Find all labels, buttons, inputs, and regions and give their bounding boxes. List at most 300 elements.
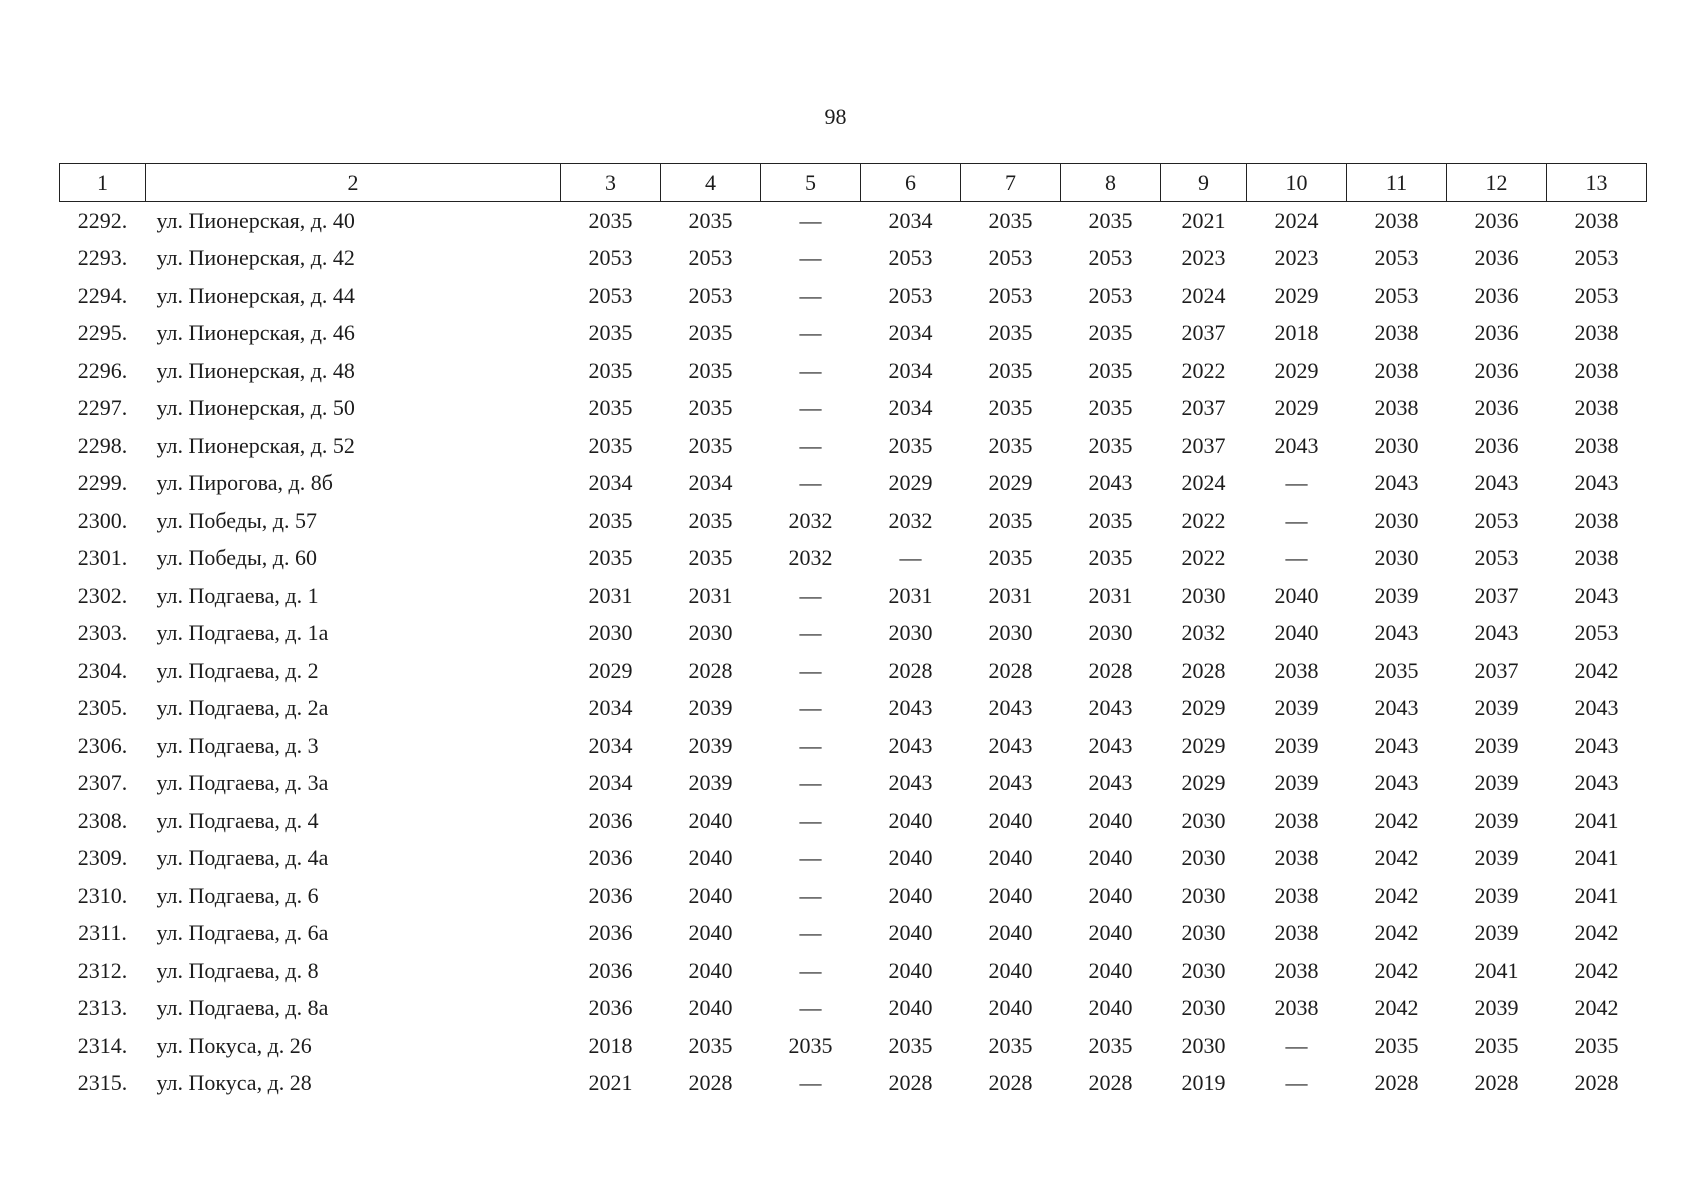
row-number: 2294. [77,282,128,308]
year-cell: 2035 [988,395,1033,421]
table-row [60,877,1647,915]
year-cell: 2029 [1181,732,1226,758]
year-cell: 2029 [988,470,1033,496]
year-cell: 2036 [1474,320,1519,346]
address-cell: ул. Подгаева, д. 2а [156,695,329,721]
year-cell: 2030 [1181,845,1226,871]
year-cell: — [899,545,922,571]
year-cell: 2035 [1088,1032,1133,1058]
header-cell: 9 [1161,164,1247,202]
year-cell: — [799,732,822,758]
year-cell: — [799,770,822,796]
year-cell: 2041 [1574,845,1619,871]
table-row [60,540,1647,578]
year-cell: 2031 [688,582,733,608]
year-cell: 2030 [688,620,733,646]
year-cell: 2036 [1474,207,1519,233]
year-cell: — [799,882,822,908]
year-cell: 2038 [1374,395,1419,421]
year-cell: — [799,995,822,1021]
year-cell: 2043 [888,770,933,796]
year-cell: 2040 [988,995,1033,1021]
year-cell: 2035 [988,432,1033,458]
year-cell: 2034 [888,207,933,233]
year-cell: 2036 [1474,432,1519,458]
year-cell: 2038 [1274,845,1319,871]
year-cell: 2043 [1574,695,1619,721]
year-cell: 2039 [1274,695,1319,721]
row-number: 2301. [77,545,128,571]
year-cell: 2039 [1374,582,1419,608]
year-cell: 2035 [588,395,633,421]
year-cell: 2035 [588,507,633,533]
year-cell: 2035 [1088,207,1133,233]
year-cell: 2035 [688,207,733,233]
row-number: 2297. [77,395,128,421]
year-cell: 2042 [1374,807,1419,833]
year-cell: 2029 [1181,695,1226,721]
year-cell: 2028 [1374,1070,1419,1096]
year-cell: 2043 [888,732,933,758]
year-cell: 2053 [588,245,633,271]
row-number: 2302. [77,582,128,608]
table-row [60,727,1647,765]
year-cell: 2038 [1374,320,1419,346]
year-cell: 2028 [888,657,933,683]
year-cell: 2038 [1274,657,1319,683]
year-cell: 2042 [1574,920,1619,946]
year-cell: 2037 [1181,395,1226,421]
year-cell: — [799,357,822,383]
address-cell: ул. Пионерская, д. 42 [156,245,355,271]
year-cell: 2035 [1374,657,1419,683]
year-cell: 2034 [688,470,733,496]
year-cell: 2030 [1181,882,1226,908]
year-cell: 2039 [1474,807,1519,833]
year-cell: — [799,657,822,683]
year-cell: 2038 [1274,920,1319,946]
year-cell: — [1285,1070,1308,1096]
table-row [60,240,1647,278]
year-cell: 2035 [1374,1032,1419,1058]
address-cell: ул. Пирогова, д. 8б [156,470,333,496]
year-cell: 2037 [1181,432,1226,458]
year-cell: 2039 [1474,882,1519,908]
year-cell: 2036 [588,882,633,908]
year-cell: 2036 [1474,282,1519,308]
year-cell: 2043 [1574,732,1619,758]
year-cell: — [799,1070,822,1096]
year-cell: 2038 [1574,545,1619,571]
year-cell: 2038 [1274,882,1319,908]
year-cell: 2043 [1374,470,1419,496]
year-cell: 2028 [988,1070,1033,1096]
table-row [60,427,1647,465]
year-cell: 2038 [1574,207,1619,233]
year-cell: 2035 [788,1032,833,1058]
year-cell: 2035 [1088,545,1133,571]
address-cell: ул. Пионерская, д. 52 [156,432,355,458]
year-cell: 2043 [1574,582,1619,608]
year-cell: 2019 [1181,1070,1226,1096]
year-cell: 2042 [1374,882,1419,908]
year-cell: 2042 [1374,995,1419,1021]
year-cell: 2043 [1088,732,1133,758]
table-row [60,915,1647,953]
year-cell: 2035 [988,357,1033,383]
year-cell: 2030 [1374,507,1419,533]
year-cell: 2031 [588,582,633,608]
table-row [60,1027,1647,1065]
year-cell: 2036 [1474,245,1519,271]
year-cell: 2018 [1274,320,1319,346]
year-cell: 2040 [1088,995,1133,1021]
year-cell: 2038 [1274,807,1319,833]
address-cell: ул. Подгаева, д. 3а [156,770,329,796]
table-row [60,315,1647,353]
year-cell: 2041 [1574,807,1619,833]
year-cell: 2053 [688,245,733,271]
year-cell: 2053 [1474,545,1519,571]
year-cell: 2029 [1181,770,1226,796]
table-row [60,352,1647,390]
year-cell: 2035 [588,207,633,233]
address-cell: ул. Подгаева, д. 3 [156,732,319,758]
address-cell: ул. Подгаева, д. 8а [156,995,329,1021]
year-cell: 2040 [988,882,1033,908]
year-cell: 2035 [688,320,733,346]
year-cell: 2041 [1574,882,1619,908]
year-cell: 2030 [988,620,1033,646]
year-cell: 2040 [888,882,933,908]
year-cell: 2029 [1274,282,1319,308]
year-cell: — [1285,1032,1308,1058]
year-cell: 2037 [1181,320,1226,346]
year-cell: 2023 [1274,245,1319,271]
year-cell: 2040 [688,995,733,1021]
year-cell: 2040 [888,807,933,833]
year-cell: 2034 [588,770,633,796]
year-cell: 2039 [1474,845,1519,871]
year-cell: 2035 [588,357,633,383]
year-cell: 2053 [888,282,933,308]
header-cell: 10 [1247,164,1347,202]
header-cell: 8 [1061,164,1161,202]
year-cell: 2021 [588,1070,633,1096]
year-cell: 2040 [688,957,733,983]
year-cell: 2035 [888,1032,933,1058]
year-cell: 2043 [1088,770,1133,796]
year-cell: 2042 [1574,657,1619,683]
row-number: 2315. [77,1070,128,1096]
year-cell: 2038 [1374,357,1419,383]
row-number: 2295. [77,320,128,346]
year-cell: 2032 [788,507,833,533]
year-cell: 2053 [988,282,1033,308]
year-cell: 2038 [1574,395,1619,421]
year-cell: 2039 [1474,995,1519,1021]
year-cell: 2040 [1088,957,1133,983]
row-number: 2309. [77,845,128,871]
year-cell: 2043 [988,732,1033,758]
header-cell: 3 [561,164,661,202]
year-cell: 2032 [788,545,833,571]
year-cell: 2022 [1181,507,1226,533]
year-cell: 2040 [1088,845,1133,871]
year-cell: 2029 [888,470,933,496]
year-cell: 2043 [1374,732,1419,758]
year-cell: — [799,282,822,308]
row-number: 2305. [77,695,128,721]
year-cell: 2028 [1088,1070,1133,1096]
year-cell: — [799,207,822,233]
schedule-table [59,163,1647,1102]
year-cell: 2035 [688,545,733,571]
year-cell: 2024 [1181,282,1226,308]
year-cell: 2040 [888,845,933,871]
address-cell: ул. Подгаева, д. 4а [156,845,329,871]
year-cell: 2040 [688,845,733,871]
table-row [60,502,1647,540]
year-cell: 2035 [988,507,1033,533]
table-row [60,202,1647,240]
address-cell: ул. Подгаева, д. 1 [156,582,319,608]
row-number: 2298. [77,432,128,458]
row-number: 2304. [77,657,128,683]
year-cell: 2040 [688,882,733,908]
year-cell: 2043 [988,770,1033,796]
year-cell: 2038 [1574,432,1619,458]
row-number: 2312. [77,957,128,983]
row-number: 2307. [77,770,128,796]
year-cell: 2043 [1088,470,1133,496]
year-cell: 2035 [888,432,933,458]
year-cell: 2038 [1574,320,1619,346]
table-row [60,652,1647,690]
year-cell: 2040 [688,920,733,946]
year-cell: 2030 [1181,582,1226,608]
year-cell: 2031 [1088,582,1133,608]
table-row [60,390,1647,428]
year-cell: 2053 [1374,282,1419,308]
header-cell: 7 [961,164,1061,202]
year-cell: — [799,432,822,458]
year-cell: 2035 [1474,1032,1519,1058]
year-cell: 2040 [888,957,933,983]
year-cell: 2035 [1088,507,1133,533]
year-cell: 2035 [588,545,633,571]
year-cell: — [799,807,822,833]
year-cell: 2035 [1088,432,1133,458]
year-cell: 2031 [888,582,933,608]
year-cell: — [799,920,822,946]
address-cell: ул. Пионерская, д. 44 [156,282,355,308]
year-cell: 2038 [1374,207,1419,233]
year-cell: 2035 [688,1032,733,1058]
year-cell: 2053 [888,245,933,271]
year-cell: 2035 [1574,1032,1619,1058]
year-cell: 2024 [1181,470,1226,496]
year-cell: 2038 [1274,995,1319,1021]
year-cell: 2032 [888,507,933,533]
header-cell: 6 [861,164,961,202]
year-cell: 2043 [1374,620,1419,646]
year-cell: 2043 [1574,770,1619,796]
year-cell: 2018 [588,1032,633,1058]
year-cell: 2030 [1374,545,1419,571]
year-cell: 2039 [1274,770,1319,796]
address-cell: ул. Покуса, д. 26 [156,1032,312,1058]
year-cell: 2039 [1274,732,1319,758]
year-cell: 2043 [988,695,1033,721]
year-cell: 2030 [888,620,933,646]
year-cell: 2031 [988,582,1033,608]
year-cell: 2053 [688,282,733,308]
year-cell: 2034 [888,395,933,421]
year-cell: — [799,845,822,871]
year-cell: — [799,620,822,646]
table-row [60,465,1647,503]
table-row [60,577,1647,615]
table-row [60,1065,1647,1103]
address-cell: ул. Подгаева, д. 6 [156,882,319,908]
year-cell: 2043 [1374,695,1419,721]
year-cell: 2036 [588,995,633,1021]
address-cell: ул. Подгаева, д. 2 [156,657,319,683]
year-cell: 2039 [1474,695,1519,721]
year-cell: 2039 [1474,770,1519,796]
table-row [60,952,1647,990]
year-cell: 2040 [988,845,1033,871]
year-cell: 2053 [1574,620,1619,646]
year-cell: 2043 [1474,470,1519,496]
header-cell: 5 [761,164,861,202]
year-cell: 2035 [1088,357,1133,383]
year-cell: 2028 [1088,657,1133,683]
year-cell: 2042 [1574,957,1619,983]
year-cell: 2028 [1574,1070,1619,1096]
year-cell: 2043 [1088,695,1133,721]
year-cell: 2038 [1574,357,1619,383]
year-cell: 2034 [588,695,633,721]
year-cell: 2053 [1574,245,1619,271]
year-cell: 2040 [988,957,1033,983]
year-cell: 2028 [988,657,1033,683]
year-cell: 2039 [688,732,733,758]
year-cell: — [1285,545,1308,571]
year-cell: — [799,245,822,271]
address-cell: ул. Покуса, д. 28 [156,1070,312,1096]
year-cell: 2036 [588,957,633,983]
table-row [60,840,1647,878]
address-cell: ул. Подгаева, д. 8 [156,957,319,983]
year-cell: 2036 [588,807,633,833]
year-cell: 2028 [1474,1070,1519,1096]
year-cell: 2030 [1181,957,1226,983]
year-cell: 2022 [1181,357,1226,383]
year-cell: 2035 [688,432,733,458]
year-cell: 2042 [1374,920,1419,946]
year-cell: 2036 [1474,357,1519,383]
year-cell: 2043 [1474,620,1519,646]
year-cell: 2028 [1181,657,1226,683]
year-cell: 2034 [888,320,933,346]
row-number: 2313. [77,995,128,1021]
year-cell: 2030 [1374,432,1419,458]
year-cell: 2053 [1574,282,1619,308]
row-number: 2311. [78,920,127,946]
year-cell: — [799,395,822,421]
year-cell: 2037 [1474,657,1519,683]
address-cell: ул. Пионерская, д. 40 [156,207,355,233]
row-number: 2308. [77,807,128,833]
year-cell: 2038 [1574,507,1619,533]
year-cell: 2035 [988,320,1033,346]
table-row [60,615,1647,653]
year-cell: 2043 [1374,770,1419,796]
year-cell: 2053 [1374,245,1419,271]
year-cell: 2030 [1181,807,1226,833]
year-cell: — [799,470,822,496]
year-cell: 2024 [1274,207,1319,233]
header-cell: 12 [1447,164,1547,202]
row-number: 2293. [77,245,128,271]
year-cell: 2043 [1274,432,1319,458]
year-cell: 2029 [588,657,633,683]
year-cell: 2040 [1088,807,1133,833]
address-cell: ул. Пионерская, д. 50 [156,395,355,421]
year-cell: 2040 [1274,582,1319,608]
table-body [60,202,1647,1103]
year-cell: 2041 [1474,957,1519,983]
table-row [60,277,1647,315]
year-cell: 2040 [688,807,733,833]
year-cell: 2034 [588,732,633,758]
header-cell: 4 [661,164,761,202]
year-cell: 2040 [1088,920,1133,946]
address-cell: ул. Подгаева, д. 1а [156,620,329,646]
header-cell: 13 [1547,164,1647,202]
year-cell: 2040 [1088,882,1133,908]
year-cell: 2035 [688,357,733,383]
year-cell: 2030 [1088,620,1133,646]
year-cell: 2029 [1274,395,1319,421]
year-cell: 2021 [1181,207,1226,233]
year-cell: 2040 [1274,620,1319,646]
row-number: 2299. [77,470,128,496]
year-cell: — [799,695,822,721]
address-cell: ул. Победы, д. 60 [156,545,317,571]
year-cell: 2036 [1474,395,1519,421]
row-number: 2306. [77,732,128,758]
year-cell: — [799,957,822,983]
year-cell: 2035 [1088,320,1133,346]
year-cell: 2043 [1574,470,1619,496]
year-cell: 2035 [588,432,633,458]
table-row [60,990,1647,1028]
year-cell: 2035 [588,320,633,346]
year-cell: 2028 [688,657,733,683]
address-cell: ул. Пионерская, д. 46 [156,320,355,346]
year-cell: — [799,582,822,608]
address-cell: ул. Подгаева, д. 4 [156,807,319,833]
year-cell: 2030 [1181,1032,1226,1058]
header-cell: 2 [146,164,561,202]
year-cell: 2040 [888,995,933,1021]
year-cell: 2035 [988,1032,1033,1058]
row-number: 2314. [77,1032,128,1058]
year-cell: 2036 [588,920,633,946]
